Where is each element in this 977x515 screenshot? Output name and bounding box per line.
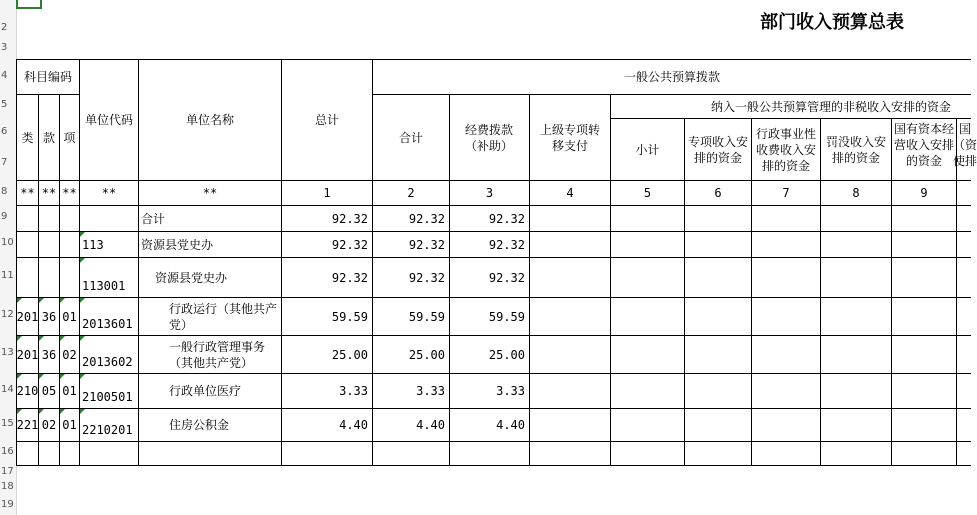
header-transfer: 上级专项转移支付 <box>539 122 600 153</box>
row-number[interactable]: 16 <box>1 446 14 457</box>
row-number[interactable]: 9 <box>1 211 8 222</box>
table-cell-unit-name: 住房公积金 <box>169 418 230 432</box>
cell-marker <box>60 336 65 341</box>
table-cell-unit-name: 合计 <box>141 211 166 226</box>
index-cell: 7 <box>782 186 790 200</box>
table-cell-funding: 59.59 <box>488 309 525 324</box>
table-cell-unit-name: 行政运行（其他共产党） <box>169 301 278 332</box>
table-cell-unit-name: 行政单位医疗 <box>169 384 242 398</box>
index-cell: 1 <box>323 186 331 200</box>
cell-marker <box>60 374 65 379</box>
row-number[interactable]: 14 <box>1 383 14 395</box>
cell-marker <box>80 298 85 303</box>
index-cell: ** <box>41 186 57 200</box>
cell-marker <box>17 409 22 414</box>
row-number[interactable]: 12 <box>1 309 14 320</box>
row-number[interactable]: 4 <box>1 70 8 81</box>
table-cell-total: 92.32 <box>331 237 368 252</box>
row-number[interactable]: 6 <box>1 126 8 137</box>
table-cell-lei: 221 <box>16 418 39 432</box>
header-nt-more: 国（资使排 <box>953 122 977 168</box>
cell-marker <box>80 336 85 341</box>
table-cell-unit-code: 2210201 <box>82 423 133 437</box>
page-title: 部门收入预算总表 <box>760 12 904 33</box>
table-cell-subtotal: 25.00 <box>408 347 445 362</box>
row-number[interactable]: 5 <box>1 99 8 110</box>
header-general-budget: 一般公共预算拨款 <box>623 70 720 84</box>
header-nontax: 纳入一般公共预算管理的非税收入安排的资金 <box>711 99 952 114</box>
table-cell-funding: 4.40 <box>496 418 525 432</box>
table-cell-subtotal: 59.59 <box>408 309 445 324</box>
row-number[interactable]: 11 <box>1 270 14 281</box>
row-number[interactable]: 3 <box>1 42 8 53</box>
row-number[interactable]: 15 <box>1 417 14 429</box>
index-cell: ** <box>202 186 218 200</box>
table-cell-kuan: 05 <box>41 384 57 398</box>
row-number[interactable]: 8 <box>1 185 8 197</box>
cell-marker <box>80 232 85 237</box>
index-cell: ** <box>101 186 117 200</box>
row-number[interactable]: 2 <box>1 21 8 33</box>
spreadsheet <box>16 0 977 515</box>
table-cell-funding: 3.33 <box>496 384 525 398</box>
table-cell-funding: 92.32 <box>488 270 525 285</box>
table-cell-xiang: 01 <box>62 418 77 432</box>
header-nt-fine: 罚没收入安排的资金 <box>825 134 886 165</box>
index-cell: 4 <box>566 186 574 200</box>
index-cell: 5 <box>643 186 652 200</box>
header-lei: 类 <box>21 130 34 145</box>
table-cell-funding: 92.32 <box>488 211 525 226</box>
table-cell-unit-name: 一般行政管理事务（其他共产党） <box>169 339 266 370</box>
cell-marker <box>39 374 44 379</box>
index-cell: 3 <box>485 186 494 200</box>
header-subject-code: 科目编码 <box>23 70 72 84</box>
table-cell-total: 25.00 <box>331 347 368 362</box>
table-cell-xiang: 01 <box>62 384 77 398</box>
header-subtotal: 合计 <box>398 130 423 145</box>
table-cell-lei: 210 <box>16 384 39 398</box>
row-number[interactable]: 10 <box>1 237 14 248</box>
table-cell-unit-code: 2013601 <box>82 317 133 331</box>
table-cell-subtotal: 92.32 <box>408 211 445 226</box>
row-number[interactable] <box>0 3 16 17</box>
table-cell-xiang: 02 <box>62 347 77 362</box>
table-cell-total: 59.59 <box>331 309 368 324</box>
table-cell-total: 92.32 <box>331 270 368 285</box>
header-unit-code: 单位代码 <box>84 113 133 127</box>
table-cell-funding: 92.32 <box>488 237 525 252</box>
index-cell: 2 <box>407 186 415 200</box>
row-number[interactable]: 13 <box>1 347 14 358</box>
cell-marker <box>17 374 22 379</box>
header-unit-name: 单位名称 <box>185 113 234 127</box>
table-cell-lei: 201 <box>16 347 39 362</box>
header-nt-special: 专项收入安排的资金 <box>687 134 748 165</box>
table-cell-unit-code: 2100501 <box>82 390 133 404</box>
cell-marker <box>17 298 22 303</box>
cell-marker <box>17 336 22 341</box>
table-cell-total: 3.33 <box>339 384 368 398</box>
table-cell-unit-name: 资源县党史办 <box>155 270 228 285</box>
header-funding: 经费拨款（补助） <box>464 122 513 153</box>
table-cell-subtotal: 92.32 <box>408 237 445 252</box>
header-nt-state: 国有资本经营收入安排的资金 <box>894 122 955 168</box>
table-cell-xiang: 01 <box>62 309 77 324</box>
index-cell: ** <box>20 186 35 200</box>
table-cell-total: 92.32 <box>331 211 368 226</box>
cell-marker <box>60 409 65 414</box>
table-cell-unit-code: 113001 <box>82 279 126 293</box>
table-cell-subtotal: 4.40 <box>416 418 445 432</box>
table-cell-subtotal: 3.33 <box>416 384 445 398</box>
header-nt-admin: 行政事业性收费收入安排的资金 <box>755 126 816 173</box>
table-cell-total: 4.40 <box>339 418 368 432</box>
index-cell: ** <box>62 186 77 200</box>
index-cell: 9 <box>920 186 928 200</box>
header-total: 总计 <box>314 113 339 127</box>
table-cell-unit-name: 资源县党史办 <box>141 237 214 252</box>
table-cell-kuan: 02 <box>41 418 57 432</box>
row-number[interactable]: 18 <box>1 481 14 492</box>
header-nt-subtotal: 小计 <box>635 142 660 157</box>
header-xiang: 项 <box>63 130 76 145</box>
cell-marker <box>60 298 65 303</box>
cell-marker <box>39 298 44 303</box>
row-number[interactable]: 17 <box>1 465 14 477</box>
table-cell-funding: 25.00 <box>488 347 525 362</box>
index-cell: 8 <box>852 186 860 200</box>
index-cell: 6 <box>714 186 722 200</box>
cell-marker <box>39 336 44 341</box>
table-cell-subtotal: 92.32 <box>408 270 445 285</box>
row-number-column <box>0 0 17 515</box>
table-cell-kuan: 36 <box>41 309 57 324</box>
table-cell-kuan: 36 <box>41 347 57 362</box>
row-number[interactable]: 19 <box>1 498 14 510</box>
cell-marker <box>80 409 85 414</box>
table-cell-unit-code: 2013602 <box>82 355 133 369</box>
cell-marker <box>39 409 44 414</box>
table-cell-lei: 201 <box>16 309 39 324</box>
cell-marker <box>80 258 85 263</box>
table-cell-unit-code: 113 <box>82 237 104 252</box>
cell-marker <box>80 374 85 379</box>
row-number[interactable]: 7 <box>1 157 8 168</box>
header-kuan: 款 <box>42 130 55 145</box>
